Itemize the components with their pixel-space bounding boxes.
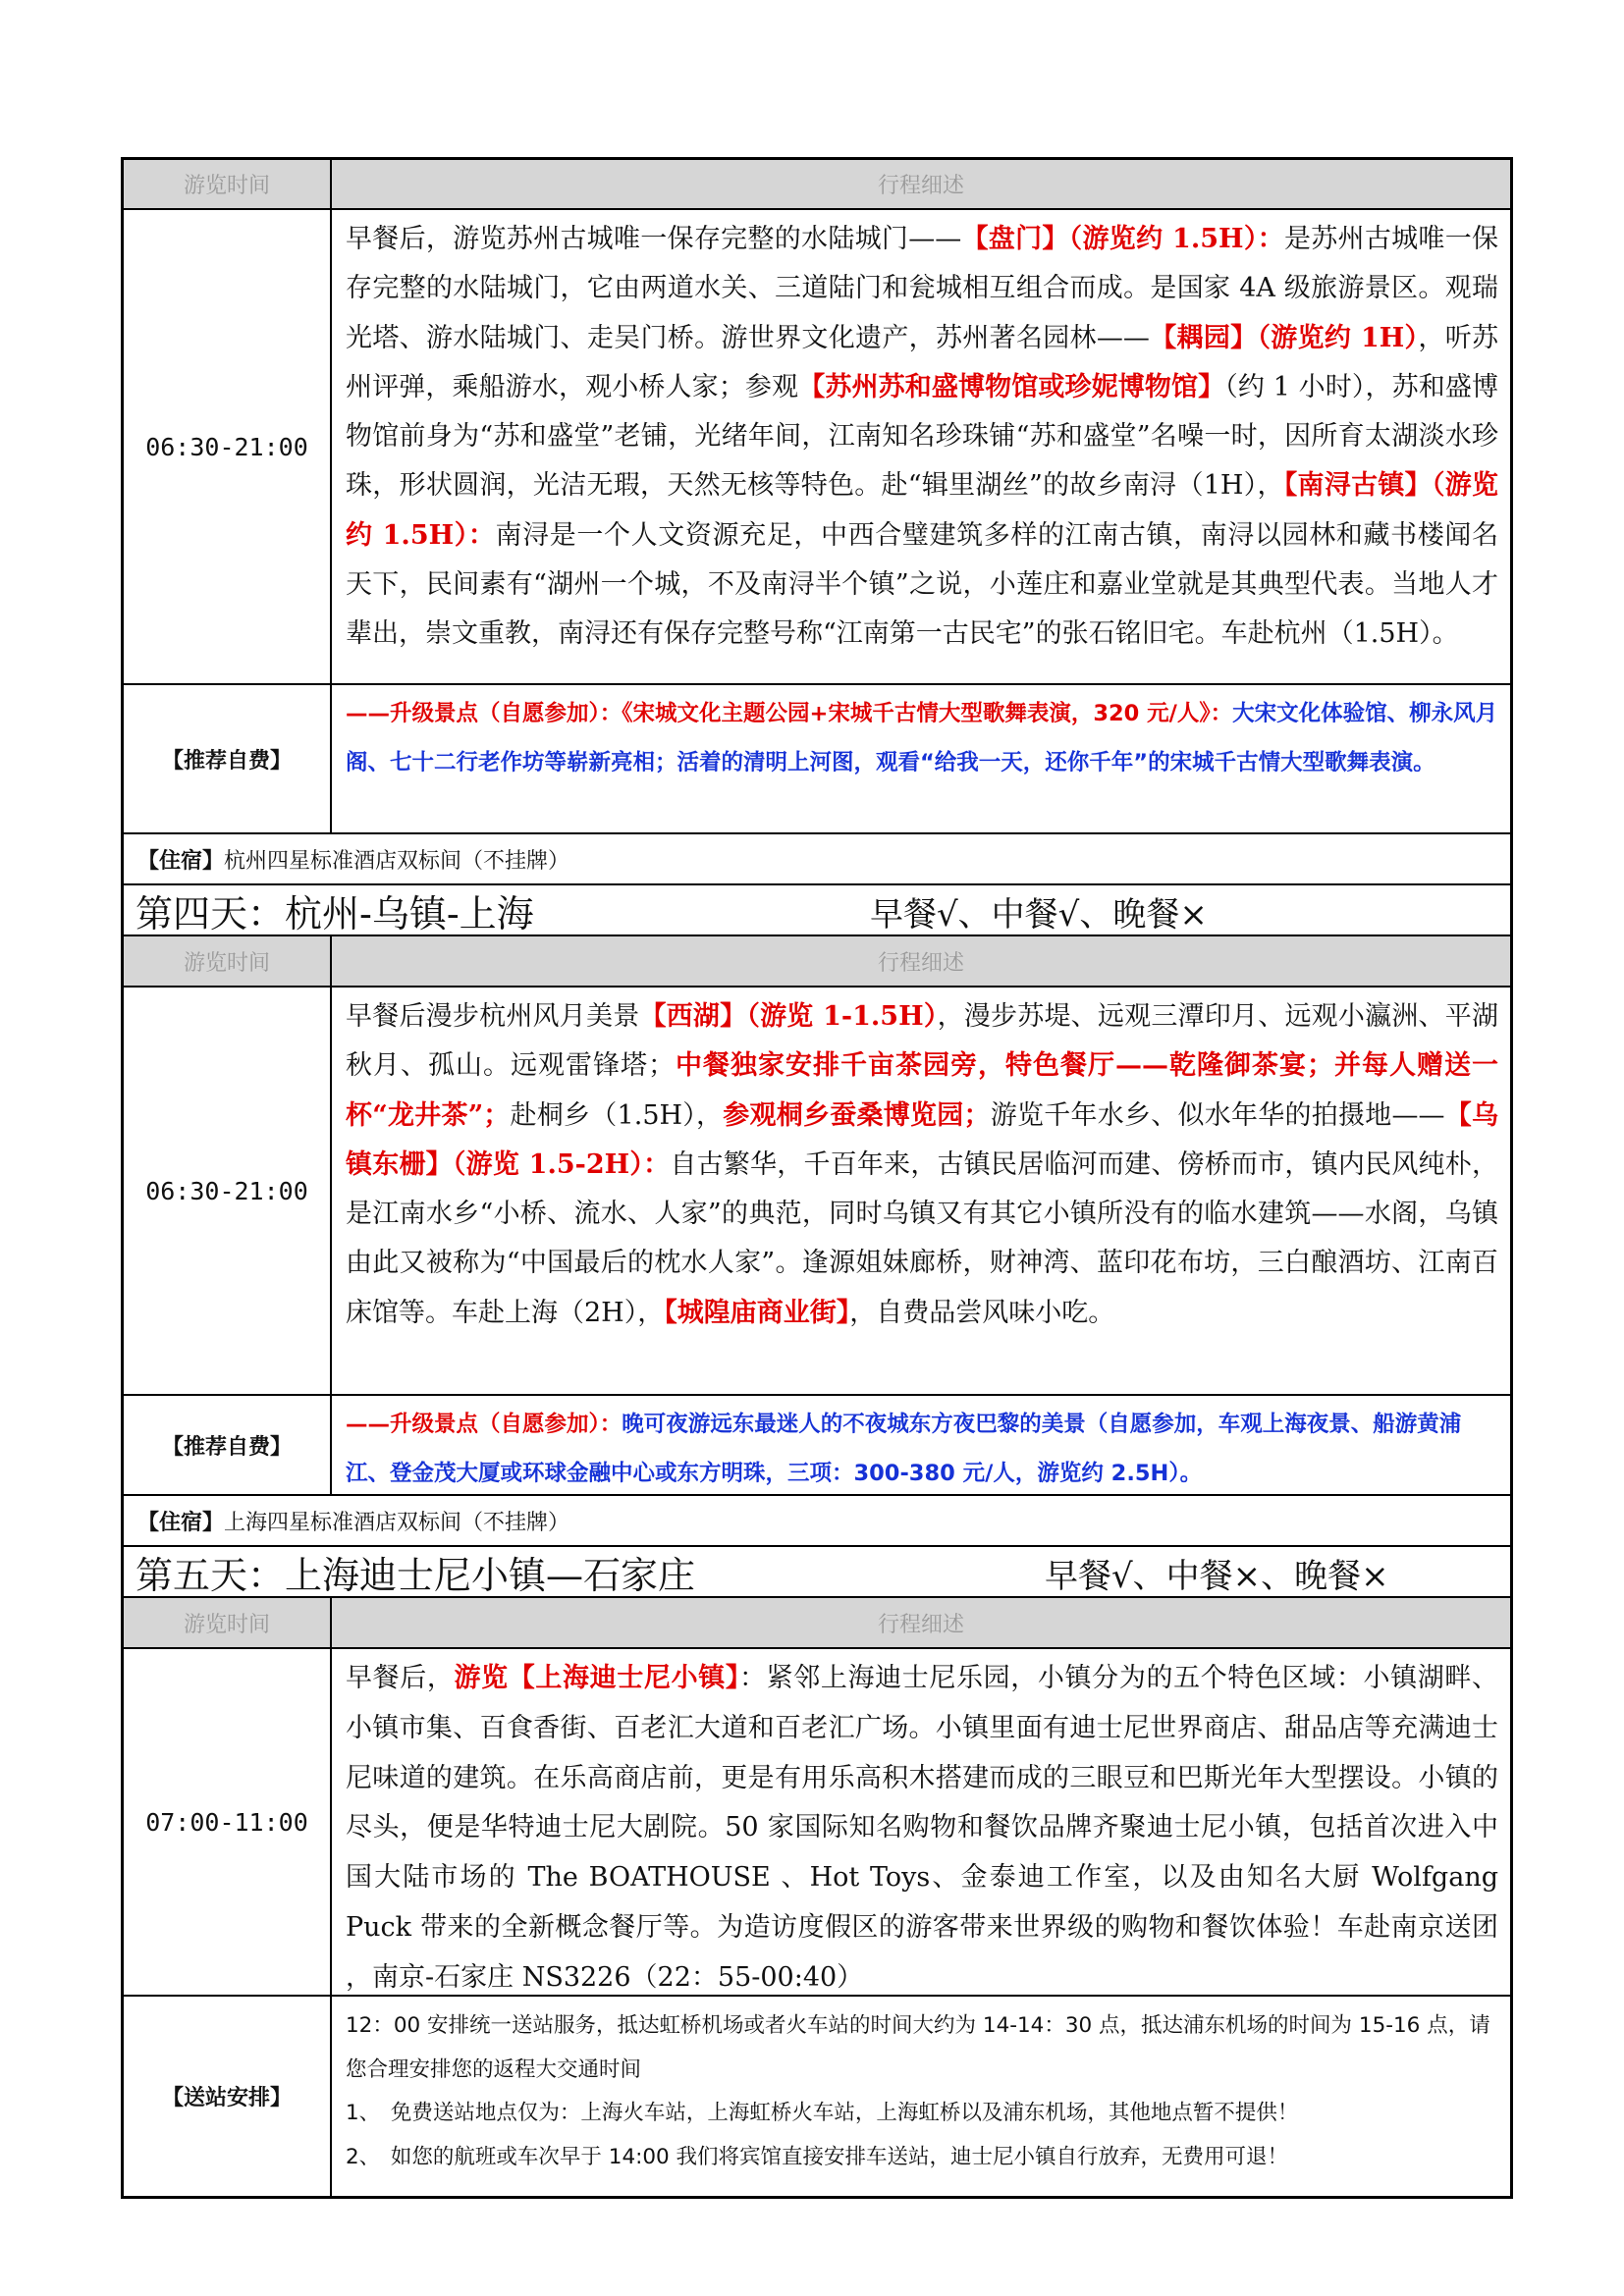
highlight-text: 【南浔古镇】（游览约 1.5H）： bbox=[346, 470, 1498, 551]
time-column-header: 游览时间 bbox=[124, 1598, 332, 1647]
day4-recommend-row bbox=[124, 1394, 1510, 1494]
day5-table-header bbox=[124, 1596, 1510, 1647]
body-text: 早餐后， bbox=[346, 1663, 455, 1693]
day4-time: 06:30-21:00 bbox=[124, 988, 332, 1394]
time-column-header: 游览时间 bbox=[124, 936, 332, 986]
detail-column-header: 行程细述 bbox=[877, 950, 964, 976]
day4-itinerary-row bbox=[124, 986, 1510, 1394]
day3-time: 06:30-21:00 bbox=[124, 210, 332, 683]
time-column-header: 游览时间 bbox=[124, 160, 332, 208]
highlight-text: 【城隍庙商业街】 bbox=[664, 1297, 850, 1328]
send-line: 12：00 安排统一送站服务，抵达虹桥机场或者火车站的时间大约为 14-14：30 点，抵达浦东机场的时间为 15-16 点，请您合理安排您的返程大交通时间 bbox=[346, 2013, 1490, 2082]
day3-stay-label: 【住宿】 bbox=[137, 848, 225, 874]
day4-itinerary bbox=[332, 988, 1510, 1394]
highlight-text: 游览【上海迪士尼小镇】 bbox=[454, 1663, 739, 1693]
day3-itinerary-row bbox=[124, 208, 1510, 683]
body-text: ，听苏州评弹，乘船游水，观小桥人家；参观 bbox=[346, 322, 1499, 402]
body-text: 自古繁华，千百年来，古镇民居临河而建、傍桥而市，镇内民风纯朴，是江南水乡“小桥、流水、人家”的典范，同时乌镇又有其它小镇所没有的临水建筑——水阁，乌镇由此又被称为“中国最后的枕水人家”。逢源姐妹廊桥，财神湾、蓝印花布坊，三白酿酒坊、江南百床馆等。车赴上海（2H）， bbox=[346, 1148, 1498, 1328]
day5-meals: 早餐√、中餐×、晚餐× bbox=[1045, 1556, 1389, 1596]
highlight-text: 大宋文化体验馆、柳永风月阁、七十二行老作坊等崭新亮相；活着的清明上河图，观看“给我一天，还你千年”的宋城千古情大型歌舞表演。 bbox=[346, 701, 1498, 775]
highlight-text: 参观桐乡蚕桑博览园； bbox=[723, 1099, 991, 1131]
body-text: 早餐后漫步杭州风月美景 bbox=[346, 1001, 640, 1032]
highlight-text: 晚可夜游远东最迷人的不夜城东方夜巴黎的美景（自愿参加，车观上海夜景、船游黄浦江、登金茂大厦或环球金融中心或东方明珠，三项：300-380 元/人，游览约 2.5H）。 bbox=[346, 1412, 1462, 1486]
day3-stay-text: 杭州四星标准酒店双标间（不挂牌） bbox=[224, 848, 570, 874]
day5-send-label: 【送站安排】 bbox=[124, 1997, 332, 2196]
body-text: 是苏州古城唯一保存完整的水陆城门，它由两道水关、三道陆门和瓮城相互组合而成。是国家 4A 级旅游景区。观瑞光塔、游水陆城门、走吴门桥。游世界文化遗产，苏州著名园林—— bbox=[346, 224, 1499, 353]
day4-stay-row bbox=[124, 1494, 1510, 1545]
day4-title-row bbox=[124, 883, 1510, 934]
day3-recommend-row bbox=[124, 683, 1510, 832]
highlight-text: 【西湖】（游览 1-1.5H） bbox=[639, 1001, 938, 1032]
day5-itinerary-row bbox=[124, 1647, 1510, 1995]
body-text: ，漫步苏堤、远观三潭印月、远观小瀛洲、平湖秋月、孤山。远观雷锋塔； bbox=[346, 1001, 1499, 1082]
highlight-text: 【乌镇东栅】（游览 1.5-2H）： bbox=[346, 1099, 1499, 1180]
highlight-text: 【耦园】（游览约 1H） bbox=[1149, 322, 1419, 353]
day5-send-text bbox=[332, 1997, 1510, 2196]
table-header bbox=[124, 157, 1510, 208]
day4-title: 第四天：杭州-乌镇-上海 bbox=[135, 891, 534, 935]
highlight-text: 【盘门】（游览约 1.5H）： bbox=[961, 224, 1284, 254]
highlight-text: 【苏州苏和盛博物馆或珍妮博物馆】 bbox=[798, 371, 1225, 402]
highlight-text: 中餐独家安排千亩茶园旁，特色餐厅——乾隆御茶宴；并每人赠送一杯“龙井茶”； bbox=[346, 1050, 1498, 1131]
send-line: 1、 免费送站地点仅为：上海火车站，上海虹桥火车站，上海虹桥以及浦东机场，其他地点暂不提供！ bbox=[346, 2101, 1299, 2125]
body-text: 赴桐乡（1.5H）， bbox=[510, 1099, 724, 1131]
day5-title-row bbox=[124, 1545, 1510, 1596]
detail-column-header: 行程细述 bbox=[877, 1612, 964, 1637]
itinerary-table bbox=[121, 157, 1513, 2199]
day5-time: 07:00-11:00 bbox=[124, 1649, 332, 1995]
day5-itinerary bbox=[332, 1649, 1510, 1995]
send-line: 2、 如您的航班或车次早于 14:00 我们将宾馆直接安排车送站，迪士尼小镇自行放弃，无费用可退！ bbox=[346, 2144, 1289, 2169]
day4-stay-label: 【住宿】 bbox=[137, 1510, 225, 1535]
highlight-text: ——升级景点（自愿参加）：《宋城文化主题公园+宋城千古情大型歌舞表演，320 元/人》： bbox=[346, 701, 1233, 726]
body-text: 早餐后，游览苏州古城唯一保存完整的水陆城门—— bbox=[346, 224, 962, 254]
body-text: ：紧邻上海迪士尼乐园，小镇分为的五个特色区域：小镇湖畔、小镇市集、百食香街、百老汇大道和百老汇广场。小镇里面有迪士尼世界商店、甜品店等充满迪士尼味道的建筑。在乐高商店前，更是有用乐高积木搭建而成的三眼豆和巴斯光年大型摆设。小镇的尽头，便是华特迪士尼大剧院。50 家国际知名购物和餐饮品牌齐聚迪士尼小镇，包括首次进入中国大陆市场的 The BOATHOUSE 、Hot Toys、金泰迪工作室，以及由知名大厨 Wolfgang Puck 带来的全新概念餐厅等。为造访度假区的游客带来世界级的购物和餐饮体验！车赴南京送团 ，南京-石家庄 NS3226（22：55-00:40） bbox=[346, 1663, 1499, 1993]
day4-meals: 早餐√、中餐√、晚餐× bbox=[870, 894, 1208, 934]
detail-column-header: 行程细述 bbox=[877, 174, 964, 198]
highlight-text: ——升级景点（自愿参加）： bbox=[346, 1412, 623, 1437]
body-text: 南浔是一个人文资源充足，中西合璧建筑多样的江南古镇，南浔以园林和藏书楼闻名天下，民间素有“湖州一个城，不及南浔半个镇”之说，小莲庄和嘉业堂就是其典型代表。当地人才辈出，崇文重教，南浔还有保存完整号称“江南第一古民宅”的张石铭旧宅。车赴杭州（1.5H）。 bbox=[346, 519, 1499, 650]
day3-stay-row bbox=[124, 832, 1510, 883]
body-text: ，自费品尝风味小吃。 bbox=[849, 1297, 1115, 1328]
day5-title: 第五天：上海迪士尼小镇—石家庄 bbox=[135, 1553, 696, 1597]
day4-recommend-label: 【推荐自费】 bbox=[124, 1396, 332, 1494]
day5-send-row bbox=[124, 1995, 1510, 2196]
body-text: 游览千年水乡、似水年华的拍摄地—— bbox=[990, 1099, 1445, 1131]
body-text: （约 1 小时），苏和盛博物馆前身为“苏和盛堂”老铺，光绪年间，江南知名珍珠铺“苏和盛堂”名噪一时，因所育太湖淡水珍珠，形状圆润，光洁无瑕，天然无核等特色。赴“辑里湖丝”的故乡南浔（1H）， bbox=[346, 371, 1499, 502]
day4-table-header bbox=[124, 934, 1510, 986]
day4-recommend-text bbox=[332, 1396, 1510, 1494]
day3-itinerary bbox=[332, 210, 1510, 683]
day4-stay-text: 上海四星标准酒店双标间（不挂牌） bbox=[224, 1510, 570, 1535]
day3-recommend-text bbox=[332, 685, 1510, 832]
day3-recommend-label: 【推荐自费】 bbox=[124, 685, 332, 832]
